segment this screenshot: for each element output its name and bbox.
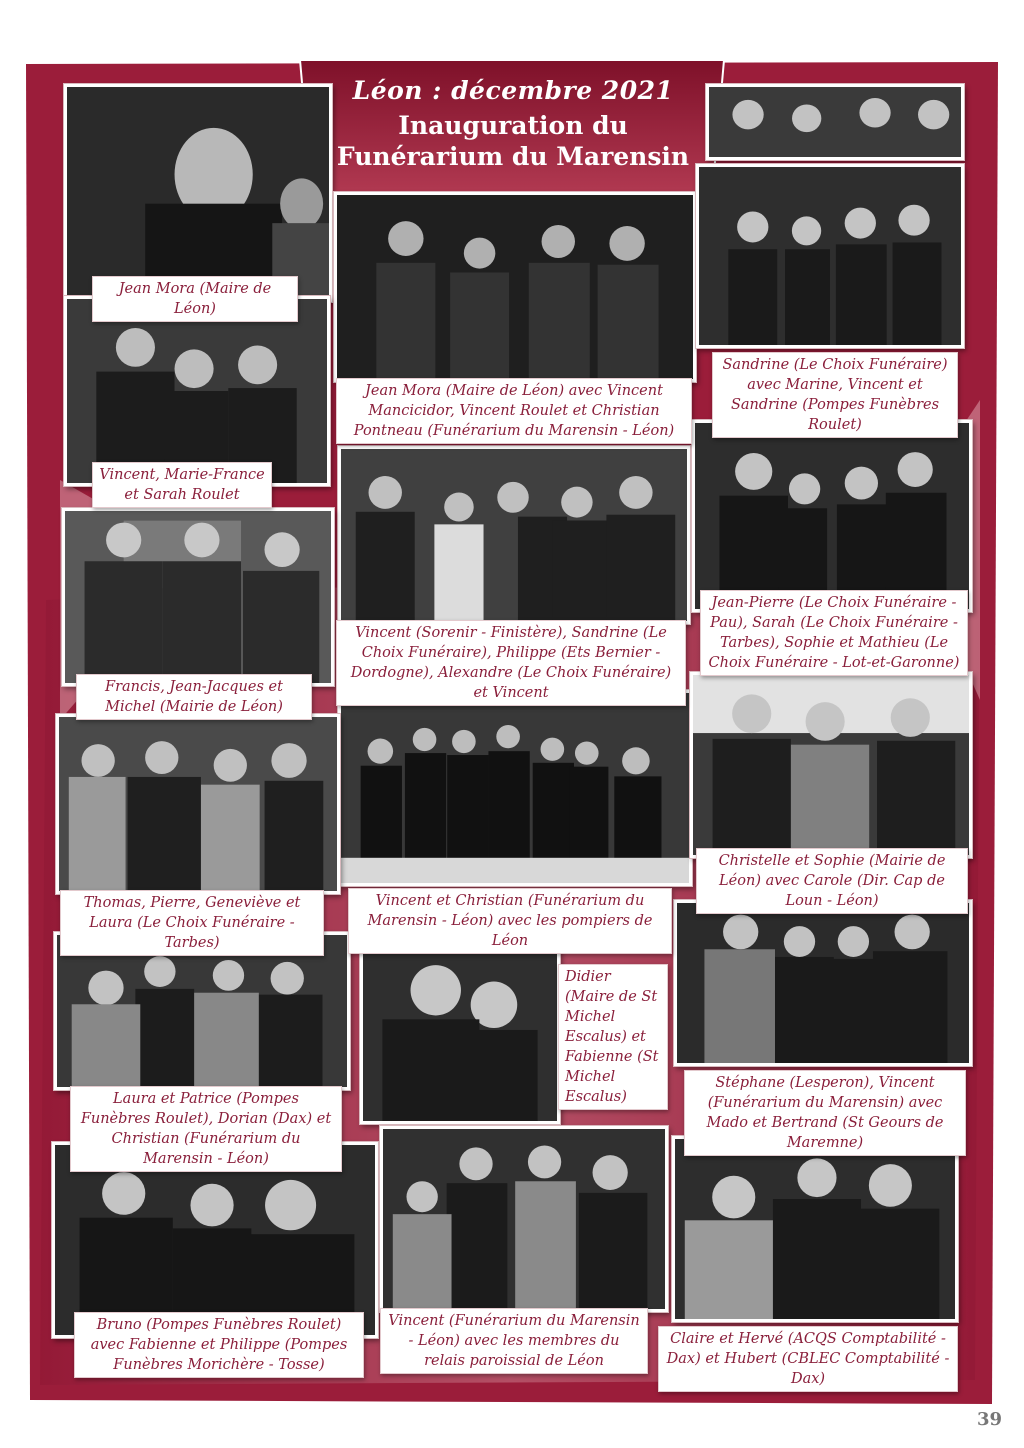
header-date: Léon : décembre 2021 (352, 76, 674, 105)
photo-four-people-sandrine (696, 164, 964, 348)
photo-crowd (706, 84, 964, 160)
header-title-line2: Funérarium du Marensin (336, 142, 690, 171)
caption-relais-paroissial: Vincent (Funérarium du Marensin - Léon) avec les membres du relais paroissial de Léon (380, 1308, 648, 1374)
page-header (304, 66, 722, 192)
caption-mairie-men: Francis, Jean-Jacques et Michel (Mairie de Léon) (76, 674, 312, 720)
photo-group-five (338, 446, 690, 624)
caption-thomas-pierre: Thomas, Pierre, Geneviève et Laura (Le Choix Funéraire - Tarbes) (60, 890, 324, 956)
photo-tarbes-four (56, 714, 340, 894)
photo-group-four-men (334, 192, 696, 382)
caption-christelle-sophie: Christelle et Sophie (Mairie de Léon) avec Carole (Dir. Cap de Loun - Léon) (696, 848, 968, 914)
page-number: 39 (976, 1409, 1002, 1430)
caption-claire-herve: Claire et Hervé (ACQS Comptabilité - Dax) et Hubert (CBLEC Comptabilité - Dax) (658, 1326, 958, 1392)
header-title-line1: Inauguration du (398, 111, 628, 140)
caption-pompiers: Vincent et Christian (Funérarium du Marensin - Léon) avec les pompiers de Léon (348, 888, 672, 954)
caption-didier-fabienne: Didier (Maire de St Michel Escalus) et Fabienne (St Michel Escalus) (558, 964, 668, 1110)
caption-bruno: Bruno (Pompes Funèbres Roulet) avec Fabienne et Philippe (Pompes Funèbres Morichère - Tosse) (74, 1312, 364, 1378)
caption-jean-pierre: Jean-Pierre (Le Choix Funéraire - Pau), Sarah (Le Choix Funéraire - Tarbes), Sophie et Mathieu (Le Choix Funéraire - Lot-et-Garonne) (700, 590, 968, 676)
caption-jean-mora: Jean Mora (Maire de Léon) (92, 276, 298, 322)
caption-sorenir: Vincent (Sorenir - Finistère), Sandrine (Le Choix Funéraire), Philippe (Ets Bernier - Dordogne), Alexandre (Le Choix Funéraire) et Vincent (336, 620, 686, 706)
photo-choix-funeraire-four (692, 420, 972, 612)
caption-stephane: Stéphane (Lesperon), Vincent (Funérarium du Marensin) avec Mado et Bertrand (St Geours de Maremne) (684, 1070, 966, 1156)
photo-mairie-three-men (62, 508, 334, 686)
caption-laura-patrice: Laura et Patrice (Pompes Funèbres Roulet), Dorian (Dax) et Christian (Funérarium du Marensin - Léon) (70, 1086, 342, 1172)
photo-roulet-family (64, 296, 330, 486)
photo-comptabilite (672, 1136, 958, 1322)
caption-roulet-family: Vincent, Marie-France et Sarah Roulet (92, 462, 272, 508)
caption-sandrine: Sandrine (Le Choix Funéraire) avec Marine, Vincent et Sandrine (Pompes Funèbres Roulet) (712, 352, 958, 438)
photo-st-michel-escalus (360, 934, 560, 1124)
photo-relais-paroissial (380, 1126, 668, 1312)
photo-mayor-speech (64, 84, 332, 302)
caption-jean-mora-group: Jean Mora (Maire de Léon) avec Vincent Mancicidor, Vincent Roulet et Christian Pontneau (Funérarium du Marensin - Léon) (336, 378, 692, 444)
photo-firefighters (338, 690, 692, 886)
photo-lesperon-four (674, 900, 972, 1066)
photo-mairie-women (690, 672, 972, 858)
